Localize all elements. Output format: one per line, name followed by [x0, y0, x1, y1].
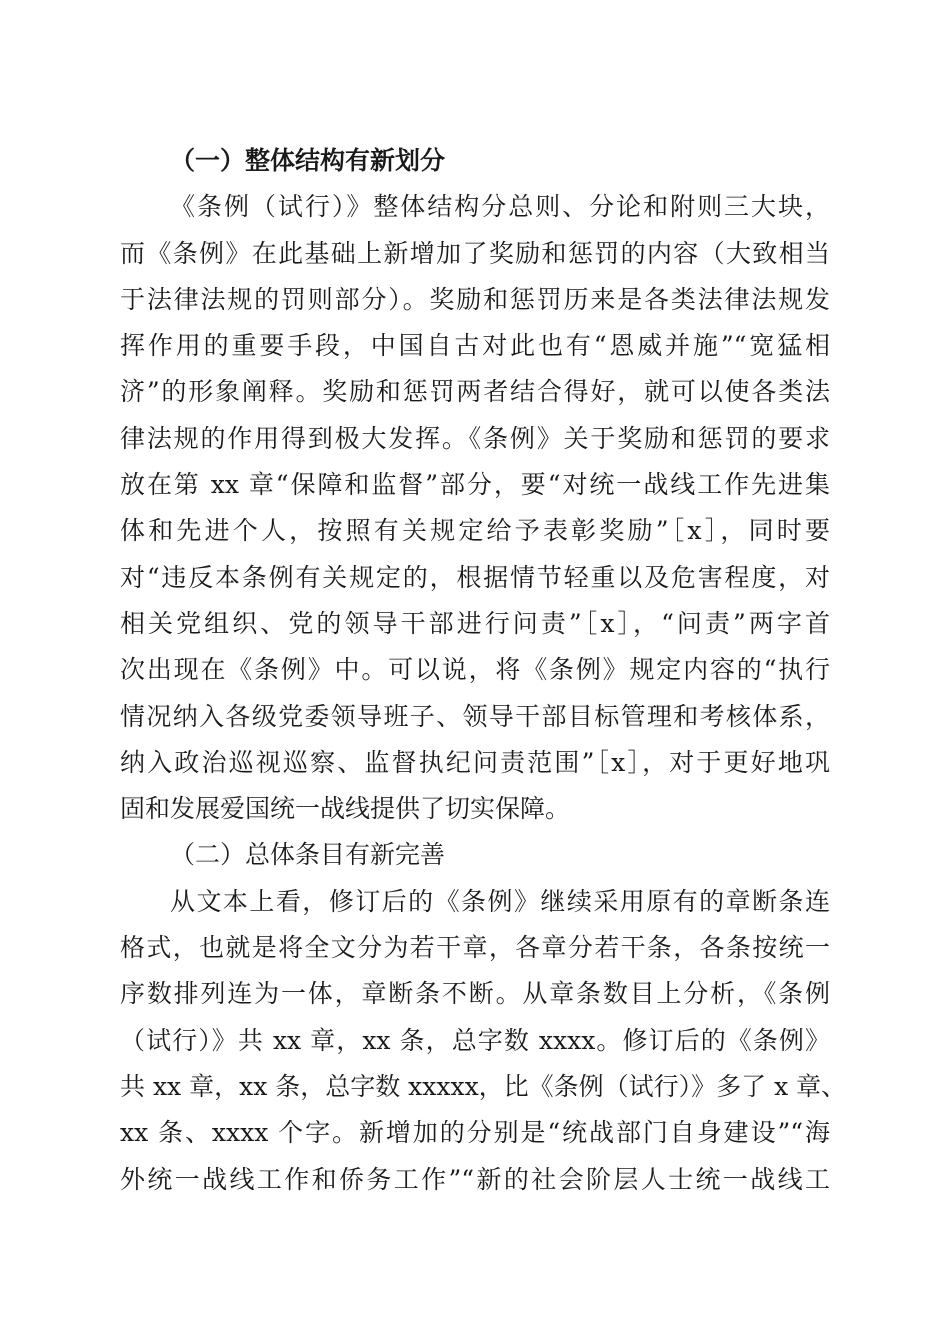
paragraph-line: （试行）》共 xx 章，xx 条，总字数 xxxx。修订后的《条例》 — [120, 1025, 830, 1055]
paragraph-line: 纳入政治巡视巡察、监督执纪问责范围”［x］，对于更好地巩 — [120, 747, 830, 777]
paragraph-line: 固和发展爱国统一战线提供了切实保障。 — [120, 794, 571, 824]
section-heading-structure: （一）整体结构有新划分 — [170, 146, 446, 175]
paragraph-line: 体和先进个人，按照有关规定给予表彰奖励”［x］，同时要 — [120, 516, 830, 546]
paragraph-line: 序数排列连为一体，章断条不断。从章条数目上分析，《条例 — [120, 979, 830, 1009]
paragraph-line: 济”的形象阐释。奖励和惩罚两者结合得好，就可以使各类法 — [120, 377, 830, 407]
paragraph-line: 于法律法规的罚则部分）。奖励和惩罚历来是各类法律法规发 — [120, 284, 830, 314]
paragraph-line: 而《条例》在此基础上新增加了奖励和惩罚的内容（大致相当 — [120, 238, 830, 268]
paragraph-line: 律法规的作用得到极大发挥。《条例》关于奖励和惩罚的要求 — [120, 423, 830, 453]
paragraph-line: xx 条、xxxx 个字。新增加的分别是“统战部门自身建设”“海 — [120, 1118, 830, 1148]
paragraph-line: 对“违反本条例有关规定的，根据情节轻重以及危害程度，对 — [120, 562, 830, 592]
paragraph-line: 情况纳入各级党委领导班子、领导干部目标管理和考核体系， — [120, 701, 830, 731]
paragraph-line: 共 xx 章，xx 条，总字数 xxxxx，比《条例（试行）》多了 x 章、 — [120, 1071, 847, 1101]
paragraph-line: 相关党组织、党的领导干部进行问责”［x］，“问责”两字首 — [120, 608, 830, 638]
paragraph-line: 挥作用的重要手段，中国自古对此也有“恩威并施”“宽猛相 — [120, 331, 830, 361]
paragraph-line: 《条例（试行）》整体结构分总则、分论和附则三大块， — [170, 192, 830, 222]
paragraph-line: 次出现在《条例》中。可以说，将《条例》规定内容的“执行 — [120, 655, 830, 685]
paragraph-line: 放在第 xx 章“保障和监督”部分，要“对统一战线工作先进集 — [120, 470, 830, 500]
document-body — [120, 138, 847, 1203]
section-heading-articles: （二）总体条目有新完善 — [170, 840, 446, 870]
paragraph-line: 从文本上看，修订后的《条例》继续采用原有的章断条连 — [170, 886, 830, 916]
paragraph-line: 外统一战线工作和侨务工作”“新的社会阶层人士统一战线工 — [120, 1164, 830, 1194]
paragraph-line: 格式，也就是将全文分为若干章，各章分若干条，各条按统一 — [120, 933, 830, 963]
